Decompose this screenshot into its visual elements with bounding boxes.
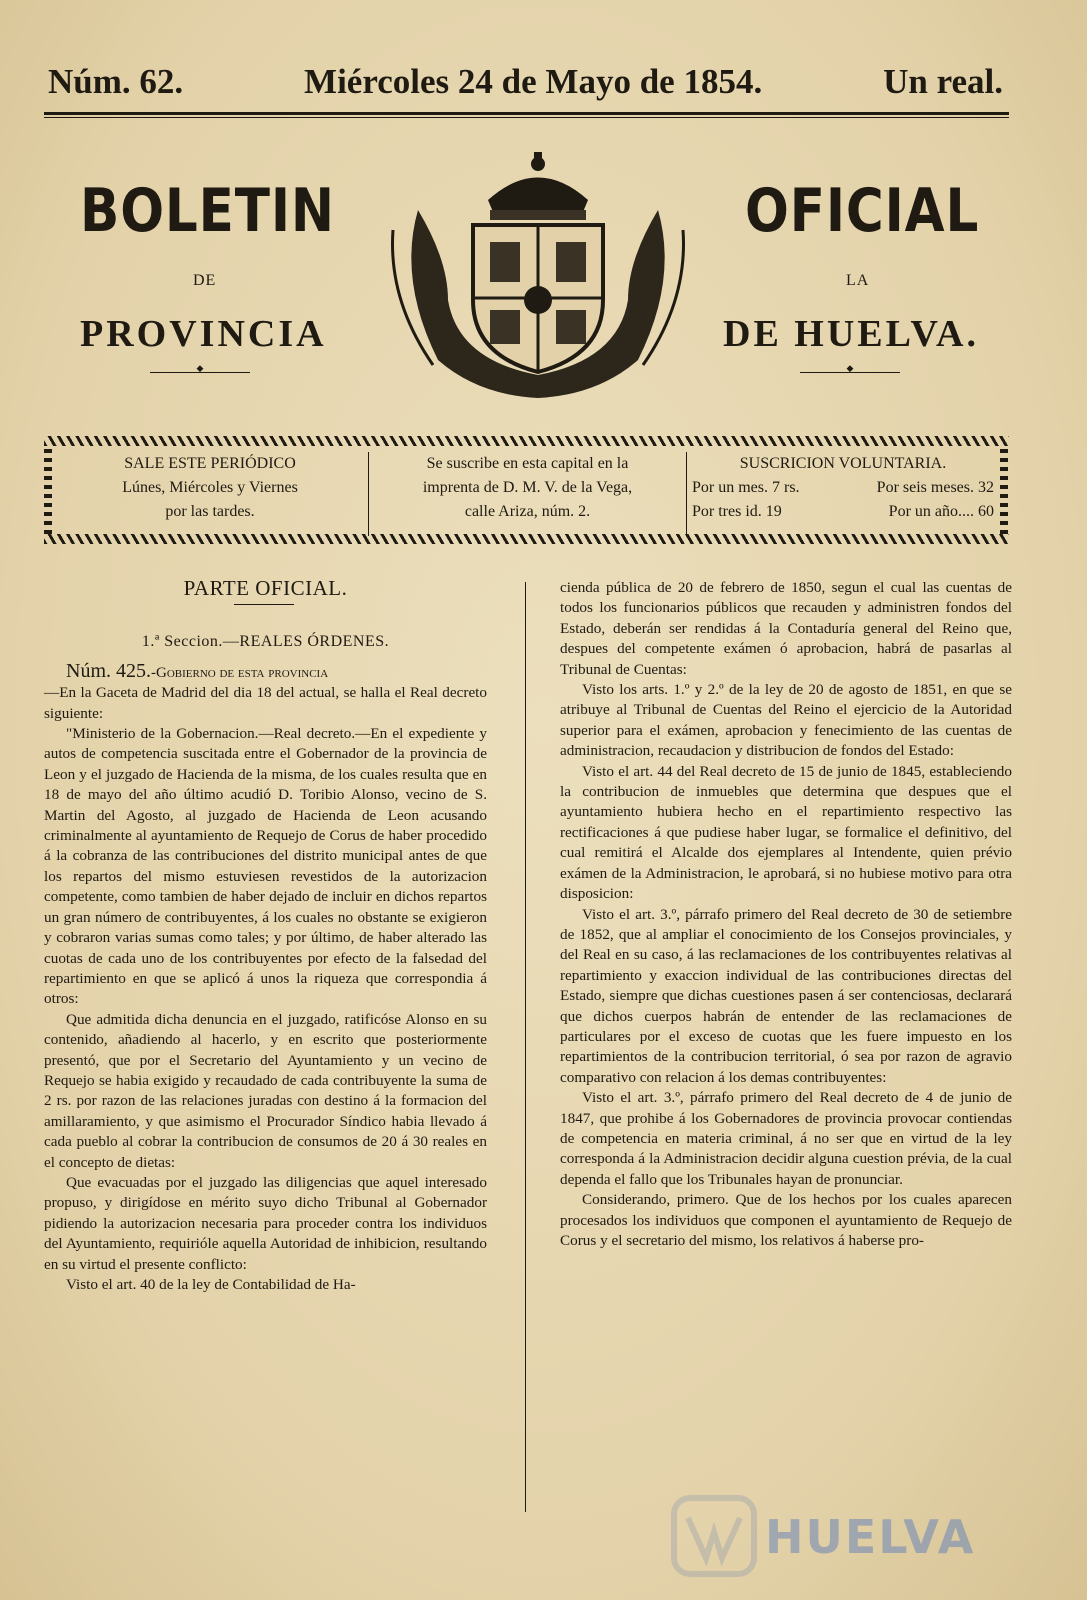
right-paragraph-1: cienda pública de 20 de febrero de 1850, segun el cual las cuentas de todos los funcionarios públicos que recauden y administren fondos del Estado, deberán ser rendidas á la Contaduría general del Reino que, despues del competente exámen ó aprobacion, habrá de pasarlas al Tribunal de Cuentas: bbox=[560, 579, 1012, 678]
subscribe-line-2: imprenta de D. M. V. de la Vega, bbox=[422, 479, 633, 496]
masthead bbox=[48, 62, 1003, 106]
title-provincia: PROVINCIA bbox=[80, 313, 327, 355]
price-one-month: Por un mes. 7 rs. bbox=[692, 479, 800, 496]
subscribe-info bbox=[375, 452, 680, 540]
subscribe-line-1: Se suscribe en esta capital en la bbox=[426, 455, 629, 472]
pricing-row-1 bbox=[692, 476, 994, 500]
info-border-right bbox=[1000, 448, 1008, 534]
left-paragraph-3: Que admitida dicha denuncia en el juzgado, ratificóse Alonso en su contenido, añadiendo al hacerlo, y en escrito que posteriormente presentó, que por el Secretario del Ayuntamiento y un vecino de Requejo se habia exigido y recaudado de cada contribuyente la suma de 2 rs. por razon de las relaciones juradas con destino á la formacion del amillaramiento, y que asimismo el Procurador Síndico habia llevado á cada pueblo al cobrar la contribucion de consumos de 20 á 30 reales en el concepto de dietas: bbox=[44, 1010, 487, 1171]
publish-line-2: Lúnes, Miércoles y Viernes bbox=[122, 479, 298, 496]
left-paragraph-4: Que evacuadas por el juzgado las diligencias que aquel interesado propuso, y dirigídose en mérito suyo dicho Tribunal al Gobernador pidiendo la autorizacion necesaria para proceder contra los individuos del Ayuntamiento, requirióle aquella Autoridad de inhibicion, resultando en su virtud el presente conflicto: bbox=[44, 1173, 487, 1273]
left-flourish bbox=[150, 372, 250, 373]
info-border-left bbox=[44, 448, 52, 534]
right-paragraph-3: Visto el art. 44 del Real decreto de 15 de junio de 1845, estableciendo la contribucion de inmuebles que determina que despues que el ayuntamiento hubiera hecho en el repartimiento respectivo las rectificaciones á que pudiese haber lugar, se formalice el definitivo, del cual remitirá el Alcalde dos ejemplares al Intendente, quien prévio exámen de la Administracion, le aprobará, si no hubiese motivo para otra disposicion: bbox=[560, 762, 1012, 903]
issue-price: Un real. bbox=[883, 62, 1003, 101]
left-paragraph-1: —En la Gaceta de Madrid del dia 18 del actual, se halla el Real decreto siguiente: bbox=[44, 684, 487, 722]
price-one-year: Por un año.... 60 bbox=[888, 503, 994, 520]
price-three-months: Por tres id. 19 bbox=[692, 503, 782, 520]
title-huelva: DE HUELVA. bbox=[723, 313, 979, 355]
masthead-rule bbox=[44, 112, 1009, 115]
publish-info bbox=[60, 452, 360, 540]
info-separator-1 bbox=[368, 452, 369, 536]
price-six-months: Por seis meses. 32 bbox=[876, 479, 994, 496]
left-paragraph-2: "Ministerio de la Gobernacion.—Real decreto.—En el expediente y autos de competencia suscitada entre el Gobernador de la provincia de Leon y el juzgado de Hacienda de la misma, de los cuales resulta que en 18 de mayo del año último acudió D. Toribio Alonso, vecino de S. Martin del Agosto, al juzgado de Hacienda de Leon acusando criminalmente al ayuntamiento de Requejo de Corus de haber procedido á la cobranza de las contribuciones del distrito municipal antes de que los repartos del mismo estuviesen revestidos de la autorizacion competente, como tambien de haber dejado de incluir en dichos repartos un gran número de contribuyentes, á los cuales no obstante se exigieron y cobraron varias sumas como tales; y por último, de haber alterado las cuotas de cada uno de los contribuyentes por efecto de la falsedad del repartimiento en que se aplicó á unos la riqueza que correspondia á otros: bbox=[44, 725, 487, 1008]
info-border-top bbox=[44, 436, 1009, 446]
section-heading: PARTE OFICIAL. bbox=[183, 576, 348, 600]
left-paragraph-5: Visto el art. 40 de la ley de Contabilidad de Ha- bbox=[66, 1276, 356, 1293]
watermark-text: HUELVA bbox=[765, 1510, 976, 1564]
section-subheading: 1.ª Seccion.—REALES ÓRDENES. bbox=[141, 633, 390, 651]
article-number: Núm. 425. bbox=[66, 659, 151, 682]
right-paragraph-4: Visto el art. 3.º, párrafo primero del Real decreto de 30 de setiembre de 1852, que al ampliar el conocimiento de los Consejos provinciales, y del Real en su caso, á las reclamaciones de los contribuyentes relativas al repartimiento y exaccion individual de las contribuciones directas del Estado, siempre que dichas cuestiones pasen á ser contenciosas, declarará que dichos cuerpos habrán de entender de las reclamaciones de particulares por el exceso de cuotas que les fuere impuesto en los repartimientos de la contribucion territorial, ó sea por razon de agravio comparativo con relacion á los demas contribuyentes: bbox=[560, 905, 1012, 1086]
title-oficial: OFICIAL bbox=[745, 176, 980, 246]
article-number-line bbox=[44, 661, 487, 683]
column-divider bbox=[525, 582, 526, 1512]
subscribe-line-3: calle Ariza, núm. 2. bbox=[464, 503, 591, 520]
publish-line-3: por las tardes. bbox=[165, 503, 255, 520]
left-column bbox=[44, 578, 487, 1295]
title-de: DE bbox=[193, 272, 217, 289]
title-boletin: BOLETIN bbox=[80, 176, 335, 246]
coat-of-arms-emblem bbox=[378, 150, 698, 400]
right-column bbox=[560, 578, 1012, 1251]
article-heading: -Gobierno de esta provincia bbox=[151, 664, 329, 681]
section-ornament bbox=[44, 600, 487, 610]
pricing-title: SUSCRICION VOLUNTARIA. bbox=[739, 455, 947, 472]
issue-date: Miércoles 24 de Mayo de 1854. bbox=[304, 62, 763, 101]
title-la: LA bbox=[846, 272, 870, 289]
pricing-row-2 bbox=[692, 500, 994, 524]
info-separator-2 bbox=[686, 452, 687, 536]
publish-line-1: SALE ESTE PERIÓDICO bbox=[124, 455, 296, 472]
right-flourish bbox=[800, 372, 900, 373]
issue-number: Núm. 62. bbox=[48, 62, 184, 101]
pricing-info bbox=[692, 452, 994, 540]
right-paragraph-5: Visto el art. 3.º, párrafo primero del Real decreto de 4 de junio de 1847, que prohibe á los Gobernadores de provincia provocar contiendas de competencia en materia criminal, á no ser que en virtud de la ley corresponda á la Administracion decidir alguna cuestion prévia, de la cual dependa el fallo que los Tribunales hayan de pronunciar. bbox=[560, 1089, 1012, 1188]
right-paragraph-2: Visto los arts. 1.º y 2.º de la ley de 20 de agosto de 1851, en que se atribuye al Tribunal de Cuentas del Reino el ejercicio de la Autoridad superior para el exámen, aprobacion y fenecimiento de las cuentas de administracion, recaudacion y distribucion de fondos del Estado: bbox=[560, 681, 1012, 760]
right-paragraph-6: Considerando, primero. Que de los hechos por los cuales aparecen procesados los individuos que componen el ayuntamiento de Requejo de Corus y el secretario del mismo, los relativos á haberse pro- bbox=[560, 1191, 1012, 1249]
